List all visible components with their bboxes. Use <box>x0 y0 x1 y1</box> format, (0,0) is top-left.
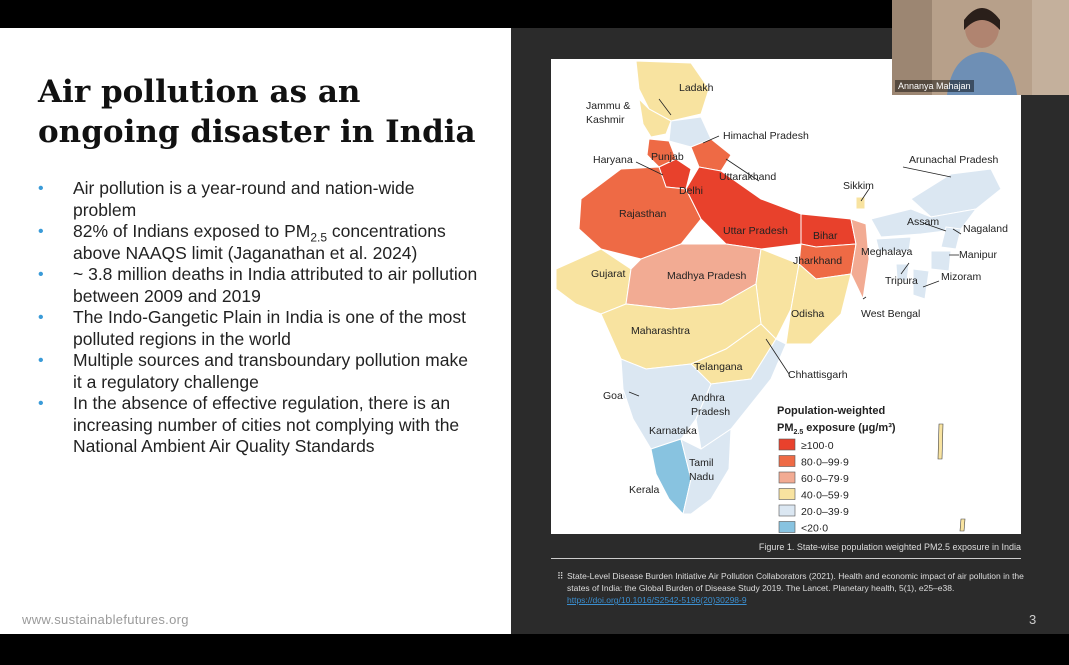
participant-video-tile[interactable] <box>892 0 1069 95</box>
figure-caption: Figure 1. State-wise population weighted PM2.5 exposure in India <box>758 542 1021 552</box>
label-andhra-1: Andhra <box>691 392 725 404</box>
legend-label: 20·0–39·9 <box>801 506 849 518</box>
label-tripura: Tripura <box>885 275 918 287</box>
legend-label: <20·0 <box>801 522 829 534</box>
label-kerala: Kerala <box>629 484 660 496</box>
label-odisha: Odisha <box>791 308 825 320</box>
legend-subtitle: $PM_{2.5}$ exposure (μg/m³) <box>777 422 896 436</box>
label-ladakh: Ladakh <box>679 82 714 94</box>
label-meghalaya: Meghalaya <box>861 246 913 258</box>
india-map-figure <box>551 59 1021 534</box>
label-bihar: Bihar <box>813 230 838 242</box>
bottom-black-bar <box>0 634 1069 665</box>
legend-swatch <box>779 439 795 450</box>
legend-swatch <box>779 472 795 483</box>
participant-name: Annanya Mahajan <box>895 80 974 92</box>
reference-text: State-Level Disease Burden Initiative Air Pollution Collaborators (2021). Health and economic impact of air pollution in the states of India: the Global Burden of Disease Study 2019. The Lancet. Planetary health, 5(1), e25–e38. https://doi.org/10.1016/S2542-5196(20)30298-9 <box>567 571 1024 605</box>
label-goa: Goa <box>603 390 623 402</box>
label-delhi: Delhi <box>679 185 703 197</box>
legend-swatch <box>779 522 795 533</box>
bullet-dot-icon: • <box>38 266 44 283</box>
label-himachal: Himachal Pradesh <box>723 130 809 142</box>
india-map-svg <box>551 59 1021 534</box>
label-uttarakhand: Uttarakhand <box>719 171 777 183</box>
legend-swatch <box>779 489 795 500</box>
bullet-item: • ~ 3.8 million deaths in India attributed to air pollution between 2009 and 2019 <box>38 264 478 306</box>
label-andhra-2: Pradesh <box>691 406 731 418</box>
map-state-west-bengal <box>851 219 869 299</box>
map-nicobar-islands <box>960 519 965 531</box>
legend-title: Population-weighted <box>777 405 886 417</box>
label-kashmir: Kashmir <box>586 114 625 126</box>
map-state-gujarat <box>556 249 631 314</box>
bullet-item: • Multiple sources and transboundary pollution make it a regulatory challenge <box>38 350 468 392</box>
label-telangana: Telangana <box>694 361 743 373</box>
bullet-dot-icon: • <box>38 223 44 240</box>
map-andaman-islands <box>938 424 943 459</box>
footer-url: www.sustainablefutures.org <box>22 612 189 627</box>
bullet-dot-icon: • <box>38 395 44 412</box>
legend-items <box>779 439 849 534</box>
map-state-sikkim <box>856 197 865 209</box>
legend-label: ≥100·0 <box>801 440 834 452</box>
caption-divider <box>551 558 1021 559</box>
label-jharkhand: Jharkhand <box>793 255 843 267</box>
label-haryana: Haryana <box>593 154 633 166</box>
label-tamil-2: Nadu <box>689 471 715 483</box>
label-gujarat: Gujarat <box>591 268 626 280</box>
label-tamil-1: Tamil <box>689 457 714 469</box>
label-manipur: Manipur <box>959 249 997 261</box>
legend-label: 80·0–99·9 <box>801 456 849 469</box>
slide-right-panel <box>511 28 1069 634</box>
label-karnataka: Karnataka <box>649 425 697 437</box>
slide-page-number: 3 <box>1029 612 1037 627</box>
bullet-dot-icon: • <box>38 180 44 197</box>
bullet-item: • The Indo-Gangetic Plain in India is one of the most polluted regions in the world <box>38 307 467 349</box>
label-mizoram: Mizoram <box>941 271 982 283</box>
label-punjab: Punjab <box>651 151 684 163</box>
label-nagaland: Nagaland <box>963 223 1008 235</box>
bullet-list <box>38 178 478 458</box>
bullet-item: • 82% of Indians exposed to $PM_{2.5}$ concentrations above NAAQS limit (Jaganathan et al. 2024) <box>38 221 446 263</box>
legend-label: 40·0–59·9 <box>801 489 849 502</box>
legend-swatch <box>779 456 795 467</box>
bullet-dot-icon: • <box>38 352 44 369</box>
label-jammu: Jammu & <box>586 100 631 112</box>
legend-swatch <box>779 505 795 516</box>
label-madhya-pradesh: Madhya Pradesh <box>667 270 747 282</box>
reference-doi-link[interactable]: https://doi.org/10.1016/S2542-5196(20)30298-9 <box>567 595 747 605</box>
map-legend <box>777 405 896 534</box>
reference-icon: ⠿ <box>557 571 564 581</box>
bullet-item: • In the absence of effective regulation, there is an increasing number of cities not complying with the National Ambient Air Quality Standards <box>38 393 460 456</box>
slide-title: Air pollution as an ongoing disaster in India <box>38 74 476 150</box>
map-state-manipur <box>931 251 951 271</box>
bullet-dot-icon: • <box>38 309 44 326</box>
label-uttar-pradesh: Uttar Pradesh <box>723 225 788 237</box>
label-chhattisgarh: Chhattisgarh <box>788 369 848 381</box>
bullet-item: • Air pollution is a year-round and nation-wide problem <box>38 178 415 220</box>
label-maharashtra: Maharashtra <box>631 325 690 337</box>
slide-left-panel <box>0 28 511 634</box>
map-state-arunachal <box>911 169 1001 217</box>
label-west-bengal: West Bengal <box>861 308 921 320</box>
label-arunachal: Arunachal Pradesh <box>909 154 999 166</box>
label-sikkim: Sikkim <box>843 180 874 192</box>
label-rajasthan: Rajasthan <box>619 208 667 220</box>
label-assam: Assam <box>907 216 940 228</box>
legend-label: 60·0–79·9 <box>801 473 849 485</box>
